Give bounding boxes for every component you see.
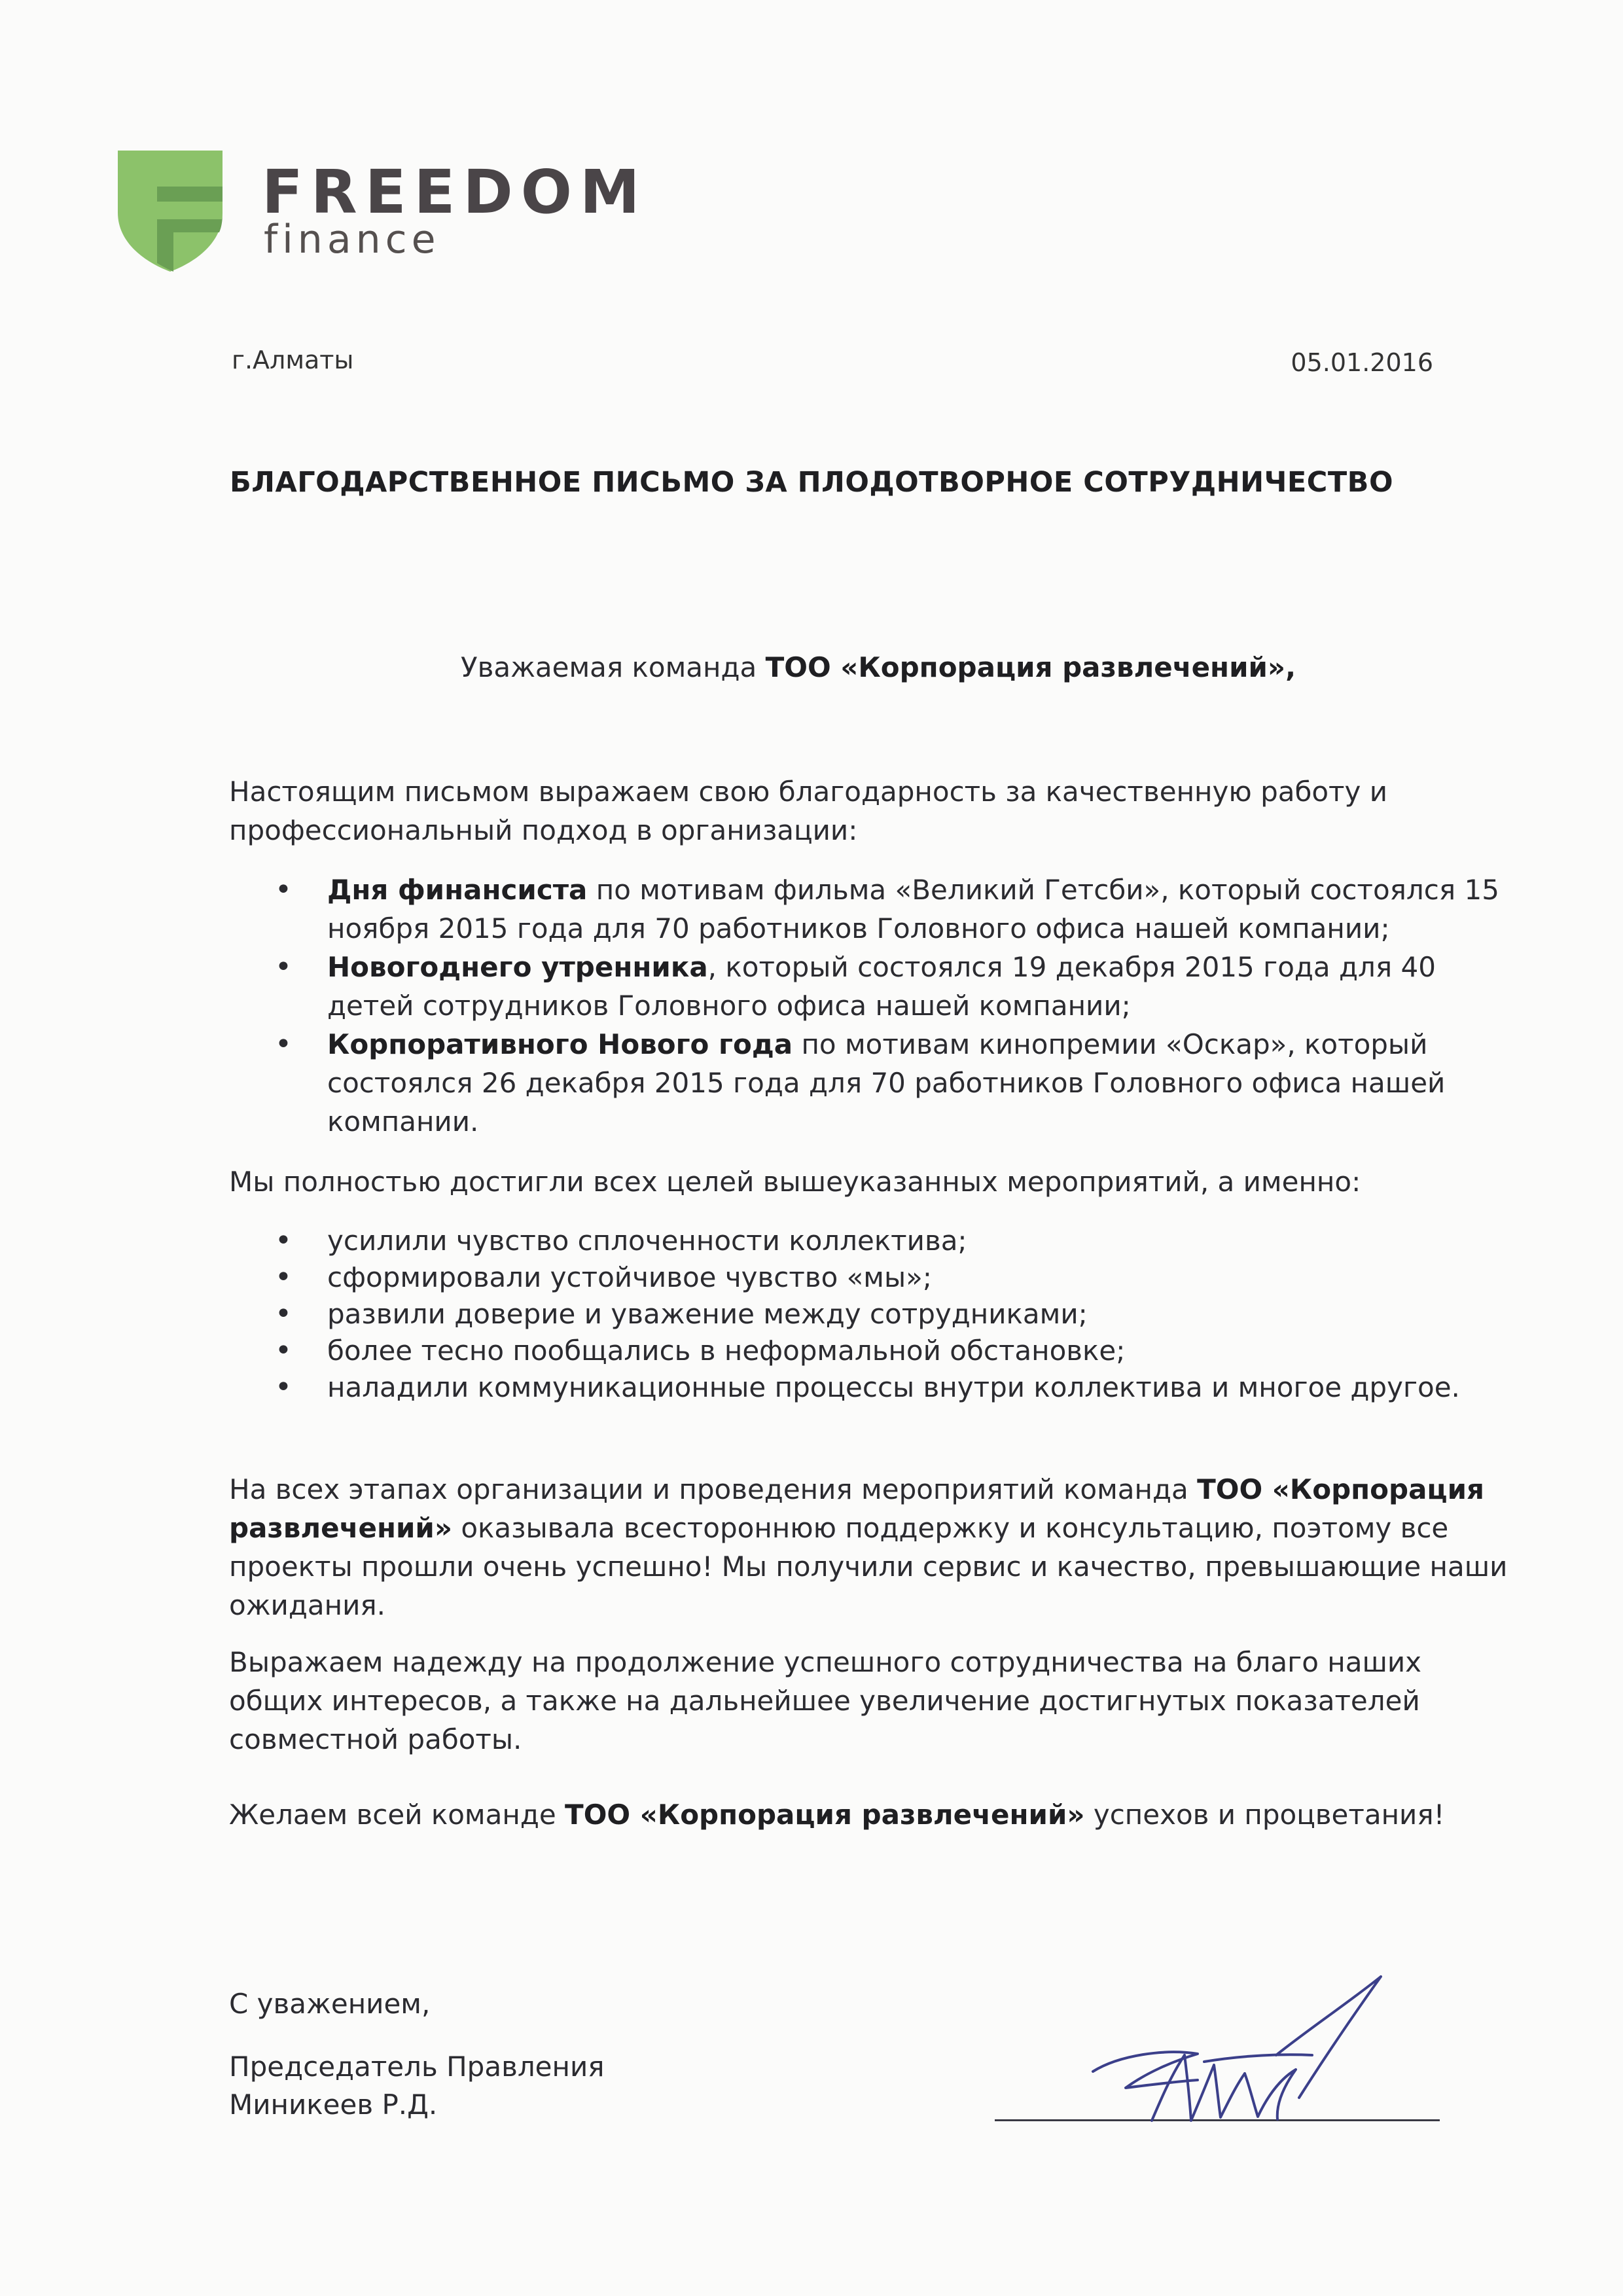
letter-title: БЛАГОДАРСТВЕННОЕ ПИСЬМО ЗА ПЛОДОТВОРНОЕ СОТРУДНИЧЕСТВО: [229, 466, 1394, 499]
logo-wordmark-freedom: FREEDOM: [262, 157, 648, 227]
freedom-finance-logo-icon: [118, 151, 223, 272]
list-item: • более тесно пообщались в неформальной обстановке;: [275, 1333, 1518, 1369]
list-item: [275, 870, 1518, 948]
event-title: Новогоднего утренника: [327, 951, 708, 983]
list-item: • наладили коммуникационные процессы внутри коллектива и многое другое.: [275, 1369, 1518, 1406]
list-item: • сформировали устойчивое чувство «мы»;: [275, 1259, 1518, 1296]
list-item: [275, 1025, 1518, 1141]
para1-suffix: оказывала всестороннюю поддержку и консультацию, поэтому все проекты прошли очень успешно! Мы получили сервис и качество, превышающие наши ожидания.: [229, 1512, 1508, 1621]
wish-suffix: успехов и процветания!: [1084, 1799, 1445, 1831]
letter-city: г.Алматы: [232, 346, 354, 374]
logo-wordmark-finance: finance: [264, 217, 440, 262]
letter-date: 05.01.2016: [1291, 348, 1433, 377]
greeting-prefix: Уважаемая команда: [461, 651, 766, 683]
wish-prefix: Желаем всей команде: [229, 1799, 565, 1831]
signer-position: Председатель Правления: [229, 2051, 605, 2083]
para1-company: ТОО «Корпорация развлечений»: [229, 1473, 1484, 1544]
wish-company: ТОО «Корпорация развлечений»: [565, 1799, 1085, 1831]
event-title: Корпоративного Нового года: [327, 1028, 793, 1060]
list-item: • усилили чувство сплоченности коллектива;: [275, 1223, 1518, 1259]
greeting: [461, 648, 1296, 687]
event-description: по мотивам кинопремии «Оскар», который состоялся 26 декабря 2015 года для 70 работников Головного офиса нашей компании.: [327, 1028, 1446, 1138]
greeting-suffix: ,: [1285, 651, 1296, 683]
intro-paragraph: Настоящим письмом выражаем свою благодарность за качественную работу и профессиональный подход в организации:: [229, 776, 1388, 846]
events-list: [275, 870, 1518, 1141]
greeting-company: ТОО «Корпорация развлечений»: [765, 651, 1286, 683]
wish-paragraph: [229, 1795, 1444, 1834]
signer-name: Миникеев Р.Д.: [229, 2089, 438, 2121]
handwritten-signature-icon: [1073, 1957, 1414, 2134]
goals-list: [275, 1223, 1518, 1406]
event-description: по мотивам фильма «Великий Гетсби», который состоялся 15 ноября 2015 года для 70 работников Головного офиса нашей компании;: [327, 874, 1499, 944]
event-title: Дня финансиста: [327, 874, 588, 906]
goals-intro: Мы полностью достигли всех целей вышеуказанных мероприятий, а именно:: [229, 1166, 1361, 1198]
closing-regards: С уважением,: [229, 1988, 431, 2020]
list-item: • развили доверие и уважение между сотрудниками;: [275, 1296, 1518, 1333]
support-paragraph: [229, 1470, 1512, 1624]
event-description: , который состоялся 19 декабря 2015 года для 40 детей сотрудников Головного офиса нашей компании;: [327, 951, 1436, 1022]
para1-prefix: На всех этапах организации и проведения мероприятий команда: [229, 1473, 1198, 1505]
cooperation-paragraph: Выражаем надежду на продолжение успешного сотрудничества на благо наших общих интересов, а также на дальнейшее увеличение достигнутых показателей совместной работы.: [229, 1646, 1422, 1755]
list-item: [275, 948, 1518, 1025]
